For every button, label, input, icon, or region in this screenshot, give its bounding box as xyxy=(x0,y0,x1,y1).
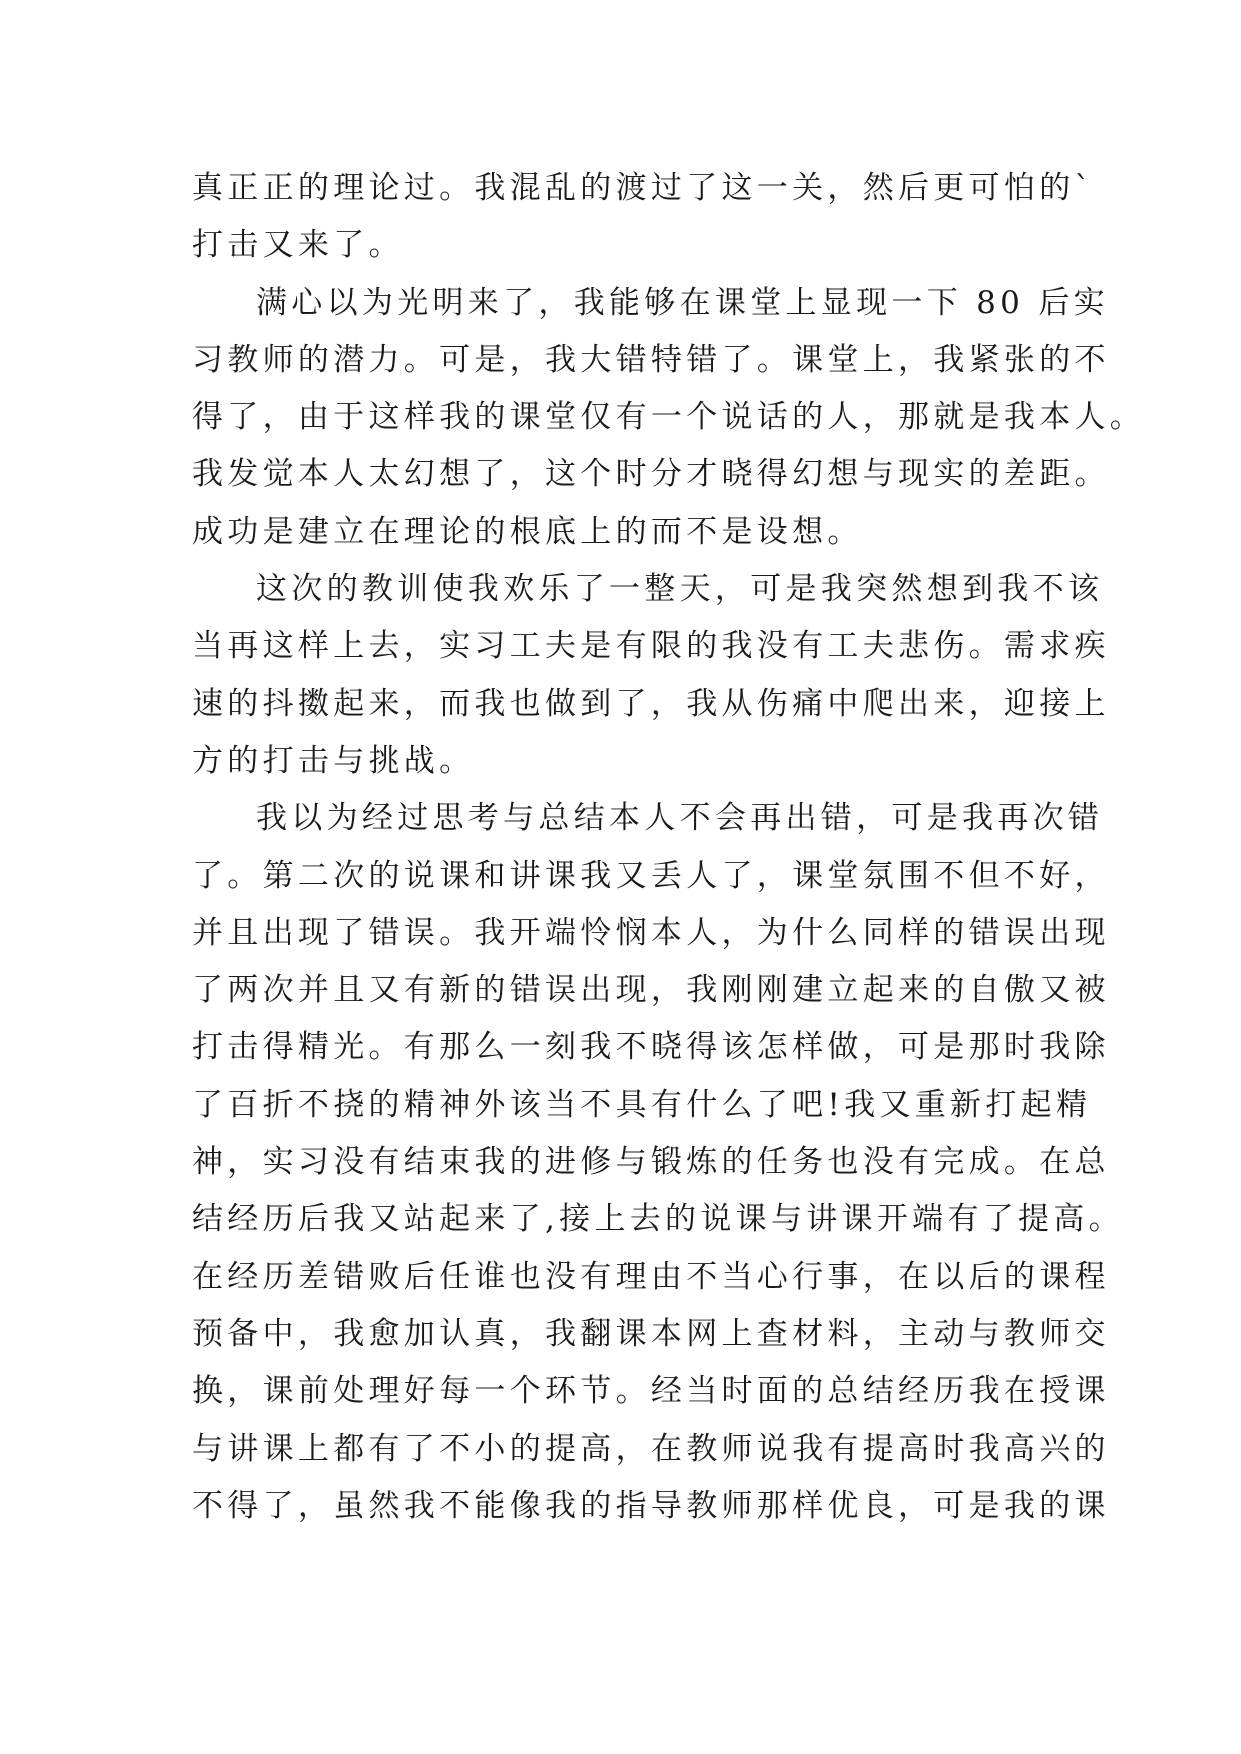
text-line: 成功是建立在理论的根底上的而不是设想。 xyxy=(192,513,863,550)
text-line: 当再这样上去，实习工夫是有限的我没有工夫悲伤。需求疾 xyxy=(192,628,1110,665)
text-line: 并且出现了错误。我开端怜悯本人，为什么同样的错误出现 xyxy=(192,914,1110,951)
text-line: 不得了，虽然我不能像我的指导教师那样优良，可是我的课 xyxy=(192,1487,1110,1524)
text-line: 在经历差错败后任谁也没有理由不当心行事，在以后的课程 xyxy=(192,1258,1110,1295)
text-line: 方的打击与挑战。 xyxy=(192,742,475,779)
text-line: 得了，由于这样我的课堂仅有一个说话的人，那就是我本人。 xyxy=(192,399,1146,436)
text-line: 神，实习没有结束我的进修与锻炼的任务也没有完成。在总 xyxy=(192,1144,1110,1181)
paragraph-start-line: 这次的教训使我欢乐了一整天，可是我突然想到我不该 xyxy=(256,571,1104,608)
text-line: 我发觉本人太幻想了，这个时分才晓得幻想与现实的差距。 xyxy=(192,456,1110,493)
text-line: 速的抖擞起来，而我也做到了，我从伤痛中爬出来，迎接上 xyxy=(192,685,1110,722)
text-line: 预备中，我愈加认真，我翻课本网上查材料，主动与教师交 xyxy=(192,1315,1110,1352)
text-line: 换，课前处理好每一个环节。经当时面的总结经历我在授课 xyxy=(192,1373,1110,1410)
document-body xyxy=(192,160,1146,1535)
paragraph-start-line: 满心以为光明来了，我能够在课堂上显现一下 80 后实 xyxy=(256,284,1109,321)
text-line: 真正正的理论过。我混乱的渡过了这一关，然后更可怕的` xyxy=(192,170,1095,206)
text-line: 与讲课上都有了不小的提高，在教师说我有提高时我高兴的 xyxy=(192,1430,1110,1467)
text-line: 结经历后我又站起来了,接上去的说课与讲课开端有了提高。 xyxy=(192,1201,1124,1238)
text-line: 了两次并且又有新的错误出现，我刚刚建立起来的自傲又被 xyxy=(192,972,1110,1009)
text-line: 习教师的潜力。可是，我大错特错了。课堂上，我紧张的不 xyxy=(192,341,1110,378)
text-line: 了百折不挠的精神外该当不具有什么了吧!我又重新打起精 xyxy=(192,1086,1092,1123)
paragraph-start-line: 我以为经过思考与总结本人不会再出错，可是我再次错 xyxy=(256,800,1104,837)
text-line: 了。第二次的说课和讲课我又丢人了，课堂氛围不但不好， xyxy=(192,857,1110,894)
text-line: 打击又来了。 xyxy=(192,227,404,264)
text-line: 打击得精光。有那么一刻我不晓得该怎样做，可是那时我除 xyxy=(192,1029,1110,1066)
